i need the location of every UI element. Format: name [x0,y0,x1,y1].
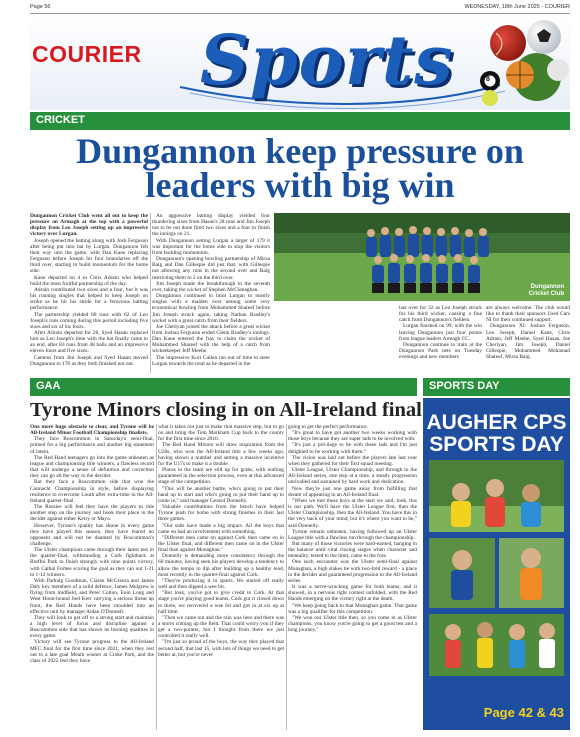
article-paragraph: However, Tyrone's quality has shone in every game they have played this season, they have feared no opponent and will not be daunted by Roscommon's challenge. [30,522,154,547]
article-paragraph: what it takes not just to make that massive step, but to go on and bring the Tom Markham Cup back to the county for the first time since 2010. [158,424,284,443]
article-paragraph: One such encounter was the Ulster semi-final against Monaghan, a high stakes tie with two-fold reward - a place in the decider and guaranteed progression to the All-Ireland series. [288,559,417,584]
team-photo-image [274,213,570,301]
article-paragraph: The Red Hand Minors will draw inspiration from the U20s, who won the All-Ireland title a few weeks ago, having shown a number and setting a massive incentive for the U17s to make it a double. [158,442,284,467]
section-label: SPORTS DAY [429,380,500,392]
article-paragraph: The Rossies will feel they have the players to ride another step on the journey and book their place in the decider against either Kerry or Mayo. [30,504,154,523]
article-paragraph: Lurgan finished on 99, with the win leaving Dungannon just four points from league leaders Armagh CC. [399,323,482,342]
article-paragraph: Places in the team are still up for grabs, with nothing guaranteed in the selection process, even at this advanced stage of the competition. [158,467,284,486]
article-paragraph: With Dungannon setting Lurgan a target of 179 it was important for the home side to stop the visitors from building momentum. [152,237,270,256]
article-paragraph: Now they're just one game away from fulfilling that dream of appearing in an All-Ireland final. [288,485,417,498]
gaa-column-1 [30,424,154,664]
article-paragraph: Cameos from Jim Joseph and Syed Hasan moved Dungannon to 178 as they both finished not out. [30,354,148,367]
section-bar-sports-day [423,378,570,396]
article-paragraph: are always welcome. The club would like to thank their sponsors Used Cars NI for their continued support. [486,305,570,324]
masthead [30,15,570,110]
article-paragraph: last over for 32 as Leo Joseph struck for his third wicket, causing a fine catch from Dungannon's fielders. [399,305,482,324]
gaa-column-2 [158,424,284,658]
article-paragraph: going to get the perfect performance. [288,424,368,430]
gaa-column-3 [288,424,417,633]
sports-day-photo-collage [423,460,570,700]
article-paragraph: Dungannon continued to limit Lurgan to mostly singles with a maiden over among some very economical bowling from Mohammed Shareef before Jim Joseph struck again, taking Nathan Bradley's wicket with a great catch from their fielders. [152,293,270,324]
article-paragraph: Victory will see Tyrone progress to the All-Ireland MFC final for the first time since 2021, when they lost out to a late goal Meath winner at Croke Park, and the class of 2025 feel they have [30,639,154,664]
article-paragraph: "I'm just so proud of the boys, the way they played that second half, that last 15, with lots of things we need to get better at, but you're never [158,639,284,658]
column-divider [156,424,157,730]
date-line: WEDNESDAY, 18th June 2025 - COURIER [464,4,570,10]
article-paragraph: "Different men came on against Cork then came on in the Ulster final, and different men came on in the Ulster final than against Monaghan." [158,534,284,554]
article-paragraph: Jim Joseph made the breakthrough in the seventh over, taking the wicket of Stephen McClenaghan. [152,280,270,293]
article-paragraph: Tyrone remain unbeaten, having followed up an Ulster League title with a flawless run through the championship. [288,528,417,541]
advert-title-line: AUGHER CPS [426,411,567,434]
section-bar-gaa [30,378,417,396]
pool-ball-number: 8 [486,76,490,83]
advert-page-reference[interactable]: Page 42 & 43 [483,705,564,720]
article-paragraph: An aggressive batting display yielded four thundering sixes from Hasan's 28 runs and Jim Joseph not to be out done fired two sixes and a four to finish the innings on 21. [152,213,270,238]
cricket-column-4 [486,305,570,360]
article-paragraph: The impressive Kurt Cullen ran out of time to steer Lurgan towards the total as he departed in the [152,354,270,367]
cricket-column-2 [152,213,270,367]
article-paragraph: "When we met these boys at the start we said, look, this is our path. We'll have the Ulster League first, then the Ulster Championship, then the All-Ireland. You have this in the very back of your mind, but it's where you want to be," said Donnelly. [288,497,417,529]
page-number: Page 56 [30,4,51,10]
article-paragraph: "This will be another battle, who's going to put their hand up to start and who's going to put their hand up to come in," said manager Gerard Donnelly. [158,485,284,504]
header-rule [30,13,570,14]
cricket-lead-paragraph: Dungannon Cricket Club went all out to keep the pressure on Armagh at the top with a powerful display from Leo Joseph setting up an impressive victory over Lurgan. [30,213,148,238]
article-paragraph: Valuable contributions from the bench have helped Tyrone push for home with strong finishes in their last three games. [158,504,284,523]
column-divider [286,424,287,730]
team-lineup: Dungannon XI: Joshua Ferguson, Leo Joseph, Daniel Kane, Chris Adrain, Jeff Meehe, Syed Hasan, Joe Cheriyan, Jim Joseph, Daniel Gillespie, Mohammed Mohamad Shareef, Mirza Baig. [486,323,570,361]
article-paragraph: Adrain contributed two sixes and a four, but it was his running singles that helped to keep Joseph on strike as he hit his stride for a ferocious batting performance. [30,286,148,312]
section-bar-cricket [30,112,570,130]
article-paragraph: Joe Cheriyan joined the attack before a great wicket from Joshua Ferguson ended Glenn Bradley's innings. Dan Kane entered the fray to claim the wicket of Mohammed Shareef with the help of a catch from wicketkeeper Jeff Meehe. [152,323,270,355]
cricket-headline: Dungannon keep pressure on leaders with big win [76,131,524,205]
section-logo: Sports [200,21,454,101]
advert-title [423,412,570,456]
article-paragraph: After Adrain departed for 28, Syed Hasan replaced him as Leo Joseph's time with the bat finally came to an end, after 83 runs from 48 balls and an impressive eleven fours and five sixes. [30,329,148,355]
article-paragraph: Donnelly is demanding more consistency through the 60 minutes, having seen his players develop a tendency to allow the tempo to dip after building up a healthy lead, most recently in the quarter-final against Cork. [158,553,284,578]
cricket-column-1 [30,213,148,367]
advert-title-line: SPORTS DAY [429,433,564,456]
article-paragraph: Dungannon continue to train at the Dungannon Park nets on Tuesday evenings and new members [399,341,482,361]
article-paragraph: The Red Hand teenagers go into the game unbeaten as league and championship title winners, a flawless record that will undergo a sense of definition and correction they can go all the way to the decider. [30,454,154,480]
article-paragraph: They face Roscommon in Saturday's semi-final, primed for a big performance and another big statement of intent. [30,436,154,455]
article-paragraph: Joseph opened the batting along with Josh Ferguson after being put into bat by Lurgan. Dungannon felt their way into the game, with Dan Kane replacing Ferguson before Joseph hit four boundaries off the third over, starting to build momentum for the home side. [30,237,148,275]
section-label: GAA [36,380,61,392]
section-label: CRICKET [36,114,85,126]
article-paragraph: With Padraig Goodman, Ciaran McGrenra and James Daly key members of a solid defence, James Mulgrew is flying from midfield, and Peter Colton, Eoin Long and West Houn-bound Joel Kerr carrying a serious threat up front, the Red Hands have been moulded into an effective unit by manager Aidan O'Donnell. [30,577,154,615]
article-paragraph: "It's just a privilege to be with these lads and I'm just delighted to be working with them." [288,442,417,455]
article-paragraph: "They're producing it in spurts. We started off really well and then dipped a wee bit. [158,577,284,591]
article-paragraph: "But look, you've got to give credit to Cork. At that stage you're playing good teams. Cork got it closed down to three, we recovered a wee bit and got in at six up at half time. [158,590,284,615]
article-paragraph: "We keep going back to that Monaghan game. That game was a big qualifier for this competition. [288,602,417,615]
article-paragraph: "Our subs have made a big impact. All the boys that came on had an involvement with something. [158,522,284,535]
cricket-column-3 [399,305,482,360]
article-paragraph: The Ulster champions came through their latest test in the quarter-final, withstanding a Cork fightback at Breffni Park to finish strongly with nine points victory, with Cathal Forbes scoring the goal as they ran out 1-21 to 1-12 winners. [30,547,154,578]
article-paragraph: Dungannon's opening bowling partnership of Mirza Baig and Dan Gillespie did just that, with Gillespie not allowing any runs in the second over and Baig restricting them to 2 on the third over. [152,256,270,281]
article-paragraph: "It's great to have got another two weeks working with those boys because they are super lads to be involved with. [288,430,417,443]
article-paragraph: But many of those victories were hard-earned, hanging in the balance until vital closing stages when character and mentality, tested to the limit, came to the fore. [288,540,417,560]
gaa-headline: Tyrone Minors closing in on All-Ireland final [30,399,422,421]
brand-logo: COURIER [32,41,142,67]
gaa-lead-paragraph: One more huge obstacle to clear, and Tyrone will be All-Ireland Minor Football Championship finalists. [30,424,154,437]
article-paragraph: Kane departed on 4 to Chris Adrain who helped build the most fruitful partnership of the day. [30,274,148,287]
cricket-team-photo [274,213,570,301]
column-divider [150,213,151,373]
article-paragraph: They will look to get off to a strong start and maintain a high level of focus and discipline against a Roscommon side that has shown its burning qualities in every game. [30,614,154,640]
article-paragraph: "We won our Ulster title then, so you come in as Ulster champions, you know you're going to get a good test and a long journey." [288,614,417,634]
article-paragraph: The vision was laid out before the players late last year when they gathered for their first squad meeting. [288,454,417,467]
photo-caption [529,284,564,298]
article-paragraph: The partnership yielded 80 runs with 62 of Leo Joseph's runs coming during this period including five sixes and six of his fours. [30,311,148,330]
article-paragraph: Ulster League, Ulster Championship, and through to the All-Ireland series, one step at a time, a steady progression unrivalled and sustained by hard work and dedication. [288,467,417,486]
sports-day-advert[interactable] [423,398,570,730]
article-paragraph: It was a nerve-wracking game for both teams, and it showed, in a nervous tight contest unfolded, with the Red Hands emerging on the victory right at the death. [288,584,417,603]
photo-caption-line: Dungannon [530,284,564,290]
photo-caption-line: Cricket Club [528,291,564,297]
article-paragraph: "Then we came out and the rain was here and there was a storm coming up the field. That could worry you if they get a two-pointer, but I thought from there we just controlled it really well. [158,614,284,640]
article-paragraph: But they face a Roscommon side that won the Connacht Championship in style, before displaying resilience to overcome Louth after extra-time in the All-Ireland quarter-final. [30,479,154,504]
